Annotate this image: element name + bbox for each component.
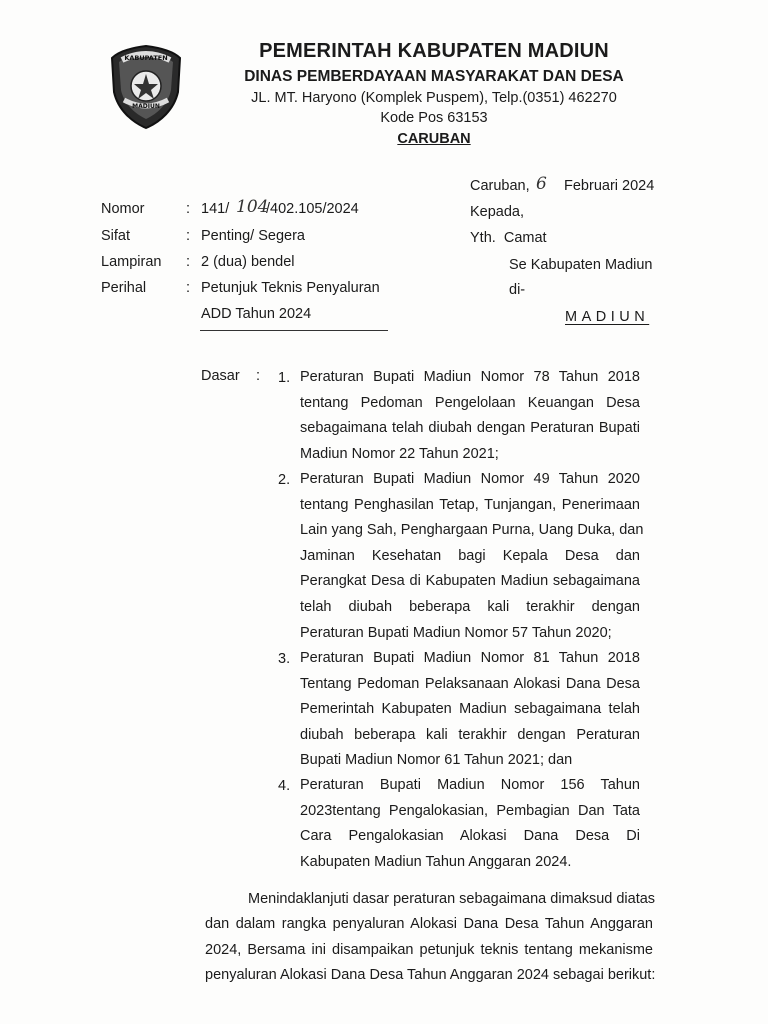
nomor-handwritten: 104	[236, 197, 269, 217]
dasar-item	[300, 467, 644, 646]
paragraf-line: 2024, Bersama ini disampaikan petunjuk teknis tentang mekanisme	[205, 941, 653, 958]
dasar-line: sebagaimana telah diubah dengan Peraturan Bupati	[300, 420, 640, 437]
dasar-line: Lain yang Sah, Penghargaan Purna, Uang Duka, dan	[300, 522, 644, 539]
dasar-line: Peraturan Bupati Madiun Nomor 81 Tahun 2018	[300, 650, 640, 666]
dasar-line: Cara Pengalokasian Alokasi Dana Desa Di	[300, 828, 640, 845]
tanggal-hari: 6	[536, 174, 547, 194]
kepada-wilayah: Se Kabupaten Madiun	[509, 257, 653, 273]
dasar-item-number: 4.	[278, 778, 291, 794]
svg-text:KABUPATEN: KABUPATEN	[124, 54, 168, 62]
dasar-line: tentang Pedoman Pengelolaan Keuangan Desa	[300, 394, 640, 411]
dasar-label: Dasar	[201, 368, 240, 384]
dasar-line: Madiun Nomor 22 Tahun 2021;	[300, 445, 499, 462]
sifat-value: Penting/ Segera	[201, 228, 305, 244]
nomor-colon: :	[186, 201, 191, 217]
dasar-line: Peraturan Bupati Madiun Nomor 156 Tahun	[300, 777, 640, 793]
dasar-line: Peraturan Bupati Madiun Nomor 78 Tahun 2018	[300, 369, 640, 385]
dasar-line: Bupati Madiun Nomor 61 Tahun 2021; dan	[300, 752, 573, 769]
dasar-line: 2023tentang Pengalokasian, Pembagian Dan Tata	[300, 802, 640, 819]
dasar-item	[300, 365, 640, 467]
kepada-yth: Yth. Camat	[470, 230, 547, 246]
lampiran-label: Lampiran	[101, 254, 162, 270]
perihal-label: Perihal	[101, 280, 147, 296]
kop-dinas: DINAS PEMBERDAYAAN MASYARAKAT DAN DESA	[244, 68, 624, 85]
kop-kota: CARUBAN	[397, 131, 471, 147]
nomor-label: Nomor	[101, 201, 145, 217]
dasar-line: telah diubah beberapa kali terakhir dengan	[300, 598, 640, 615]
paragraf-line: Menindaklanjuti dasar peraturan sebagaimana dimaksud diatas	[248, 891, 656, 907]
dasar-item-number: 2.	[278, 472, 291, 488]
tanggal-bulan-tahun: Februari 2024	[564, 178, 655, 194]
tanggal-kota: Caruban,	[470, 178, 530, 194]
svg-text:MADIUN: MADIUN	[132, 103, 160, 110]
kop-kode-pos: Kode Pos 63153	[380, 110, 488, 126]
dasar-item	[300, 773, 640, 875]
lampiran-colon: :	[186, 254, 191, 270]
perihal-line-2: ADD Tahun 2024	[201, 306, 312, 322]
dasar-line: tentang Penghasilan Tetap, Tunjangan, Penerimaan	[300, 496, 640, 513]
kepada-label: Kepada,	[470, 204, 525, 220]
perihal-line-1: Petunjuk Teknis Penyaluran	[201, 280, 380, 296]
paragraf-pengantar	[205, 887, 656, 988]
dasar-item-number: 3.	[278, 651, 291, 667]
sifat-label: Sifat	[101, 228, 131, 244]
kepada-tempat: MADIUN	[565, 309, 650, 325]
perihal-colon: :	[186, 280, 191, 296]
dasar-line: Tentang Pedoman Pelaksanaan Alokasi Dana Desa	[300, 675, 640, 692]
dasar-line: Pemerintah Kabupaten Madiun sebagaimana telah	[300, 701, 640, 718]
dasar-line: Peraturan Bupati Madiun Nomor 57 Tahun 2020;	[300, 624, 612, 641]
nomor-prefix: 141/	[201, 201, 230, 217]
dasar-item	[300, 646, 640, 774]
lampiran-value: 2 (dua) bendel	[201, 254, 295, 270]
paragraf-line: dan dalam rangka penyaluran Alokasi Dana Desa Tahun Anggaran	[205, 916, 653, 933]
dasar-colon: :	[256, 368, 261, 384]
dasar-line: Perangkat Desa di Kabupaten Madiun sebagaimana	[300, 573, 640, 590]
paragraf-line: penyaluran Alokasi Dana Desa Tahun Anggaran 2024 sebagai berikut:	[205, 966, 656, 983]
dasar-line: Jaminan Kesehatan bagi Kepala Desa dan	[300, 547, 640, 564]
kepada-di: di-	[509, 282, 526, 298]
kop-alamat: JL. MT. Haryono (Komplek Puspem), Telp.(0351) 462270	[251, 90, 617, 106]
dasar-line: diubah beberapa kali terakhir dengan Peraturan	[300, 726, 640, 743]
perihal-underline	[200, 330, 388, 331]
kop-title: PEMERINTAH KABUPATEN MADIUN	[259, 40, 609, 62]
dasar-item-number: 1.	[278, 370, 291, 386]
nomor-suffix: /402.105/2024	[266, 201, 359, 217]
sifat-colon: :	[186, 228, 191, 244]
dasar-line: Kabupaten Madiun Tahun Anggaran 2024.	[300, 853, 572, 870]
dasar-line: Peraturan Bupati Madiun Nomor 49 Tahun 2020	[300, 471, 640, 487]
